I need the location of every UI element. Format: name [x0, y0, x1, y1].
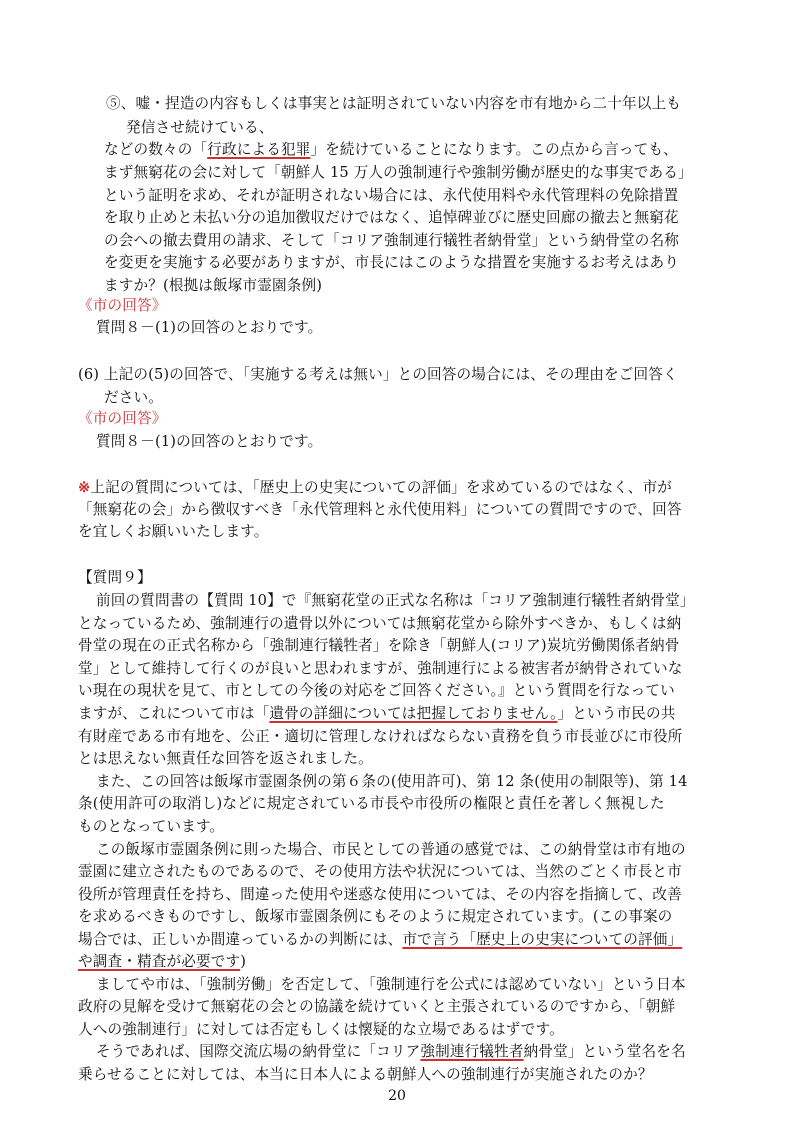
- paragraph-line: 乗らせることに対しては、本当に日本人による朝鮮人への強制連行が実施されたのか？: [78, 1066, 653, 1083]
- paragraph-line: 骨堂の現在の正式名称から「強制連行犠牲者」を除き「朝鮮人(コリア)炭坑労働関係者納骨: [78, 637, 680, 654]
- underlined-phrase: 行政による犯罪: [207, 141, 311, 158]
- paragraph-line: まず無窮花の会に対して「朝鮮人 15 万人の強制連行や強制労働が歴史的な事実である」: [104, 164, 693, 181]
- city-answer-text: 質問８－(1)の回答のとおりです。: [96, 433, 323, 450]
- item-5-line-2: 発信させ続けている、: [126, 119, 274, 136]
- question-9-heading: 【質問９】: [78, 569, 152, 586]
- paragraph-line: ものとなっています。: [78, 818, 225, 835]
- underlined-phrase: 遺骨の詳細については把握しておりません。: [269, 705, 558, 722]
- question-6-line-1: (6) 上記の(5)の回答で、「実施する考えは無い」との回答の場合には、その理由をご回答く: [78, 366, 678, 383]
- question-6-line-2: ださい。: [104, 389, 163, 406]
- paragraph-line: の会への撤去費用の請求、そして「コリア強制連行犠牲者納骨堂」という納骨堂の名称: [104, 232, 680, 249]
- paragraph-line: を求めるべきものですし、飯塚市霊園条例にもそのように規定されています。(この事案の: [78, 908, 673, 925]
- paragraph-line: 条(使用許可の取消し)などに規定されている市長や市役所の権限と責任を著しく無視した: [78, 795, 665, 812]
- paragraph-line: この飯塚市霊園条例に則った場合、市民としての普通の感覚では、この納骨堂は市有地の: [96, 841, 686, 858]
- paragraph-line: 人への強制連行」に対しては否定もしくは懐疑的な立場であるはずです。: [78, 1021, 564, 1038]
- paragraph-line: 有財産である市有地を、公正・適切に管理しなければならない責務を負う市長並びに市役所: [78, 728, 683, 745]
- paragraph-line: 政府の見解を受けて無窮花の会との協議を続けていくと主張されているのですから、「朝鮮: [78, 998, 676, 1015]
- paragraph-line: という証明を求め、それが証明されない場合には、永代使用料や永代管理料の免除措置: [104, 187, 679, 204]
- paragraph-line: い現在の現状を見て、市としての今後の対応をご回答ください。』という質問を行なってい: [78, 682, 675, 699]
- note-line-2: 「無窮花の会」から徴収すべき「永代管理料と永代使用料」についての質問ですので、回答: [78, 501, 682, 518]
- page-number: 20: [388, 1088, 406, 1104]
- paragraph-line: 霊園に建立されたものであるので、その使用方法や状況については、当然のごとく市長と市: [78, 863, 682, 880]
- paragraph-line: 前回の質問書の【質問 10】で『無窮花堂の正式な名称は「コリア強制連行犠牲者納骨堂」: [96, 592, 695, 609]
- underlined-phrase: 強制連行犠牲者: [420, 1043, 524, 1060]
- paragraph-line: そうであれば、国際交流広場の納骨堂に「コリア強制連行犠牲者納骨堂」という堂名を名: [96, 1043, 686, 1060]
- paragraph-line: 場合では、正しいか間違っているかの判断には、市で言う「歴史上の史実についての評価」: [78, 931, 683, 948]
- paragraph-line: などの数々の「行政による犯罪」を続けていることになります。この点から言っても、: [104, 141, 678, 158]
- note-mark: ※: [78, 479, 91, 496]
- paragraph-line: 役所が管理責任を持ち、間違った使用や迷惑な使用については、その内容を指摘して、改善: [78, 886, 682, 903]
- paragraph-line: や調査・精査が必要です): [78, 953, 247, 970]
- paragraph-line: とは思えない無責任な回答を返されました。: [78, 750, 373, 767]
- note-line-3: を宜しくお願いいたします。: [78, 523, 269, 540]
- city-answer-label: 《市の回答》: [78, 297, 167, 314]
- paragraph-line: となっているため、強制連行の遺骨以外については無窮花堂から除外すべきか、もしくは納: [78, 615, 682, 632]
- paragraph-line: 堂」として維持して行くのが良いと思われますが、強制連行による被害者が納骨されていな: [78, 660, 683, 677]
- paragraph-line: ましてや市は、「強制労働」を否定して、「強制連行を公式には認めていない」という日本: [96, 976, 686, 993]
- underlined-phrase: 市で言う「歴史上の史実についての評価」: [402, 931, 683, 948]
- city-answer-text: 質問８－(1)の回答のとおりです。: [96, 319, 323, 336]
- paragraph-line: を取り止めと未払い分の追加徴収だけではなく、追悼碑並びに歴史回廊の撤去と無窮花: [104, 209, 679, 226]
- paragraph-line: ますが、これについて市は「遺骨の詳細については把握しておりません。」という市民の共: [78, 705, 676, 722]
- paragraph-line: を変更を実施する必要がありますが、市長にはこのような措置を実施するお考えはあり: [104, 254, 680, 271]
- paragraph-line: また、この回答は飯塚市霊園条例の第６条の(使用許可)、第 12 条(使用の制限等)、第 14: [96, 773, 688, 790]
- note-line-1: ※上記の質問については、「歴史上の史実についての評価」を求めているのではなく、市が: [78, 479, 672, 496]
- item-5-line-1: ⑤、嘘・捏造の内容もしくは事実とは証明されていない内容を市有地から二十年以上も: [106, 95, 682, 112]
- city-answer-label: 《市の回答》: [78, 410, 167, 427]
- underlined-phrase: や調査・精査が必要です: [78, 953, 241, 970]
- paragraph-line: ますか？(根拠は飯塚市霊園条例): [104, 277, 323, 294]
